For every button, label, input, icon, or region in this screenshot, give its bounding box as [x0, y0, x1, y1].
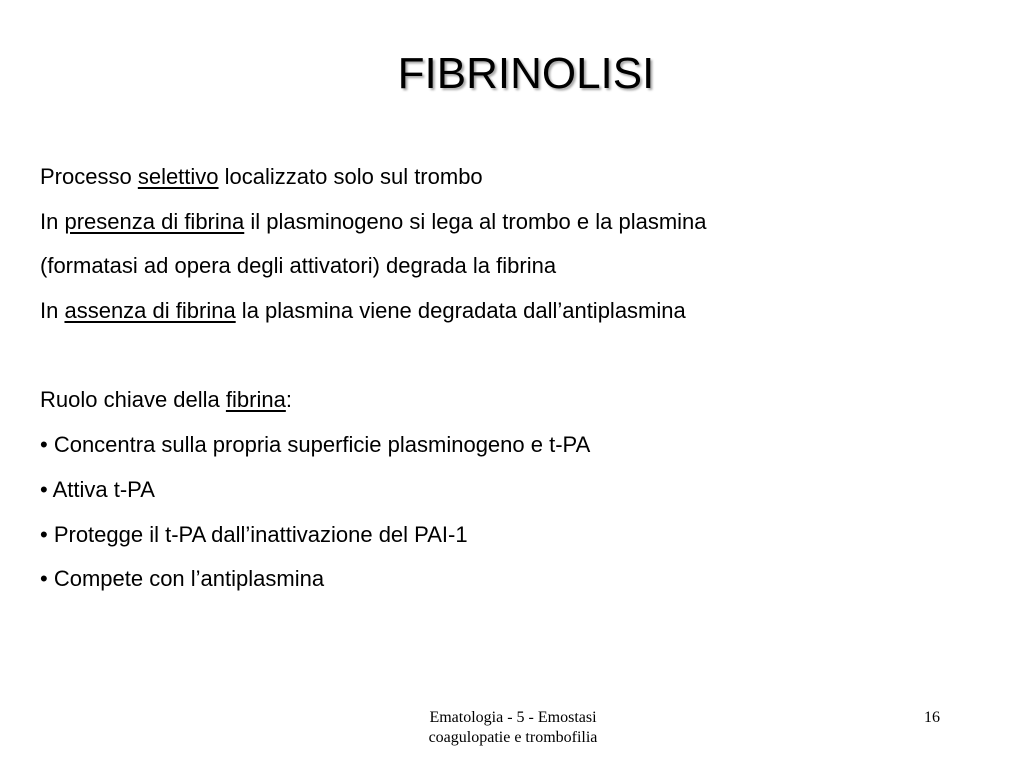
body-line-1-text-b: localizzato solo sul trombo: [218, 164, 483, 189]
footer-line-2: coagulopatie e trombofilia: [428, 729, 598, 746]
bullet-item-2: • Attiva t-PA: [40, 476, 155, 502]
bullet-item-3: • Protegge il t-PA dall’inattivazione del PAI-1: [40, 521, 468, 547]
body-line-4-underlined: assenza di fibrina: [64, 298, 236, 324]
body-line-3: (formatasi ad opera degli attivatori) degrada la fibrina: [40, 253, 557, 279]
body-line-2-text-b: il plasminogeno si lega al trombo e la plasmina: [244, 208, 707, 234]
body-line-4: [40, 294, 1000, 339]
body-line-5-text-b: :: [285, 387, 292, 413]
body-line-2-text-a: In: [40, 208, 65, 234]
body-line-4-text-a: In: [40, 298, 65, 324]
slide-footer: [350, 708, 676, 748]
body-line-5-underlined: fibrina: [225, 387, 286, 413]
body-line-1-text-a: Processo: [40, 164, 138, 189]
slide-body: [40, 160, 1000, 607]
slide-title: FIBRINOLISI: [397, 49, 655, 98]
footer-line-1: Ematologia - 5 - Emostasi: [429, 709, 597, 726]
body-line-2-underlined: presenza di fibrina: [64, 208, 245, 234]
body-line-5: [40, 383, 1000, 428]
bullet-item-1: • Concentra sulla propria superficie plasminogeno e t-PA: [40, 432, 591, 458]
body-line-4-text-b: la plasmina viene degradata dall’antiplasmina: [235, 298, 686, 324]
page-number: 16: [924, 709, 940, 726]
body-line-5-text-a: Ruolo chiave della: [40, 387, 226, 413]
blank-spacer: [40, 339, 1000, 384]
bullet-item-4: • Compete con l’antiplasmina: [40, 566, 325, 592]
body-line-1-underlined: selettivo: [137, 164, 219, 189]
body-line-1: [40, 160, 1000, 205]
body-line-2: [40, 205, 1000, 250]
